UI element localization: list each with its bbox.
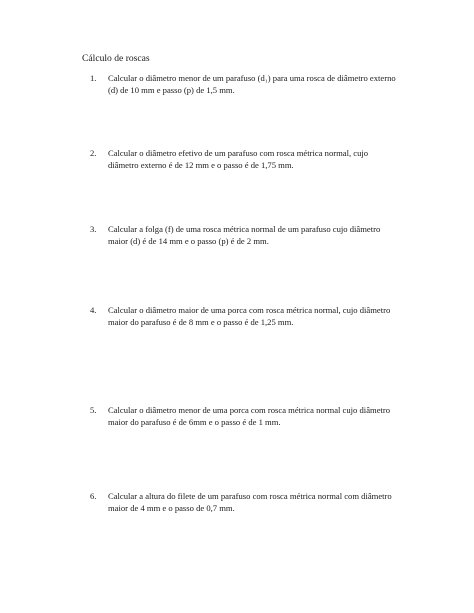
question-number: 3. [90, 224, 97, 234]
question-item [90, 224, 400, 247]
question-item [90, 148, 400, 171]
question-text: Calcular o diâmetro menor de um parafuso (d₁) para uma rosca de diâmetro externo (d) de 10 mm e passo (p) de 1,5 mm. [108, 73, 396, 95]
document-title: Cálculo de roscas [82, 53, 150, 64]
question-item [90, 305, 400, 328]
question-number: 1. [90, 73, 97, 83]
question-number: 4. [90, 305, 97, 315]
question-text: Calcular a altura do filete de um parafuso com rosca métrica normal com diâmetro maior de 4 mm e o passo de 0,7 mm. [108, 491, 392, 513]
question-item [90, 491, 400, 514]
question-item [90, 405, 400, 428]
question-number: 6. [90, 491, 97, 501]
question-number: 2. [90, 148, 97, 158]
question-text: Calcular o diâmetro maior de uma porca com rosca métrica normal, cujo diâmetro maior do parafuso é de 8 mm e o passo é de 1,25 mm. [108, 305, 391, 327]
question-number: 5. [90, 405, 97, 415]
question-text: Calcular o diâmetro efetivo de um parafuso com rosca métrica normal, cujo diâmetro externo é de 12 mm e o passo é de 1,75 mm. [108, 148, 369, 170]
question-text: Calcular o diâmetro menor de uma porca com rosca métrica normal cujo diâmetro maior do parafuso é de 6mm e o passo é de 1 mm. [108, 405, 391, 427]
question-text: Calcular a folga (f) de uma rosca métrica normal de um parafuso cujo diâmetro maior (d) é de 14 mm e o passo (p) é de 2 mm. [108, 224, 381, 246]
question-item [90, 73, 400, 96]
